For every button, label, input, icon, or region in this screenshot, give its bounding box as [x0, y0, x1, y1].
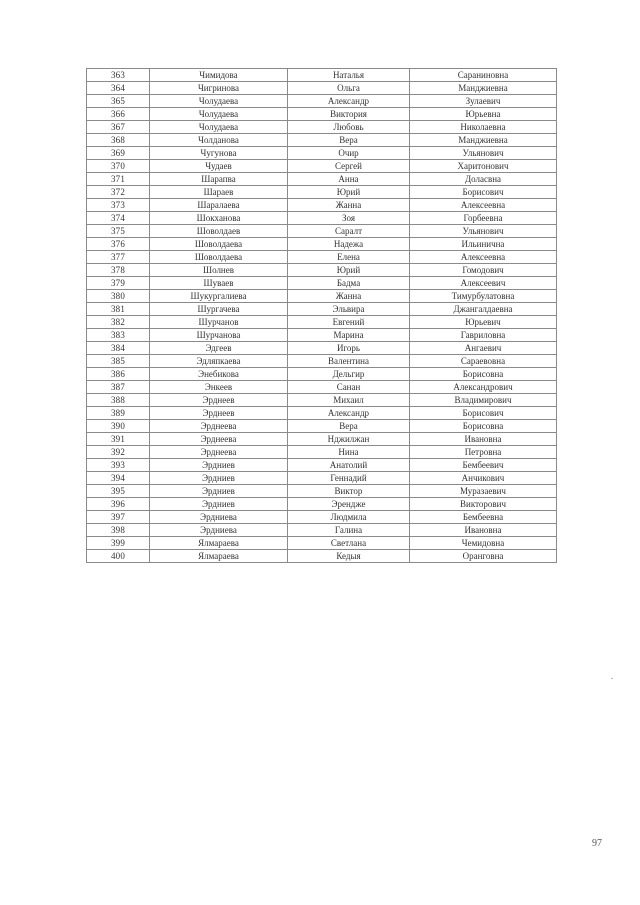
patronymic-cell: Ивановна — [410, 524, 557, 537]
given-name-cell: Кедыя — [288, 550, 410, 563]
table-row — [87, 108, 557, 121]
given-name-cell: Анна — [288, 173, 410, 186]
given-name-cell: Саралт — [288, 225, 410, 238]
given-name-cell: Наталья — [288, 69, 410, 82]
patronymic-cell: Сараниновна — [410, 69, 557, 82]
patronymic-cell: Петровна — [410, 446, 557, 459]
surname-cell: Чугунова — [150, 147, 288, 160]
table-row — [87, 303, 557, 316]
table-row — [87, 95, 557, 108]
surname-cell: Шоволдаева — [150, 251, 288, 264]
surname-cell: Шолнев — [150, 264, 288, 277]
patronymic-cell: Алексеевна — [410, 199, 557, 212]
patronymic-cell: Борисовна — [410, 368, 557, 381]
given-name-cell: Санан — [288, 381, 410, 394]
given-name-cell: Светлана — [288, 537, 410, 550]
given-name-cell: Александр — [288, 407, 410, 420]
surname-cell: Эрднеев — [150, 394, 288, 407]
given-name-cell: Дельгир — [288, 368, 410, 381]
table-row — [87, 316, 557, 329]
table-row — [87, 550, 557, 563]
given-name-cell: Вера — [288, 134, 410, 147]
patronymic-cell: Ивановна — [410, 433, 557, 446]
table-row — [87, 251, 557, 264]
patronymic-cell: Юрьевна — [410, 108, 557, 121]
patronymic-cell: Тимурбулатовна — [410, 290, 557, 303]
row-number-cell: 378 — [87, 264, 150, 277]
table-row — [87, 485, 557, 498]
surname-cell: Ялмараева — [150, 550, 288, 563]
row-number-cell: 400 — [87, 550, 150, 563]
surname-cell: Шуваев — [150, 277, 288, 290]
given-name-cell: Любовь — [288, 121, 410, 134]
surname-cell: Чудаев — [150, 160, 288, 173]
given-name-cell: Юрий — [288, 186, 410, 199]
table-row — [87, 433, 557, 446]
row-number-cell: 391 — [87, 433, 150, 446]
surname-cell: Шурчанов — [150, 316, 288, 329]
given-name-cell: Ольга — [288, 82, 410, 95]
row-number-cell: 374 — [87, 212, 150, 225]
surname-cell: Энебикова — [150, 368, 288, 381]
surname-cell: Чолудаева — [150, 108, 288, 121]
given-name-cell: Игорь — [288, 342, 410, 355]
table-row — [87, 407, 557, 420]
roster-body — [87, 69, 557, 563]
given-name-cell: Сергей — [288, 160, 410, 173]
surname-cell: Шургачева — [150, 303, 288, 316]
row-number-cell: 370 — [87, 160, 150, 173]
surname-cell: Энкеев — [150, 381, 288, 394]
patronymic-cell: Чемидовна — [410, 537, 557, 550]
table-row — [87, 82, 557, 95]
patronymic-cell: Манджиевна — [410, 82, 557, 95]
patronymic-cell: Ульянович — [410, 147, 557, 160]
given-name-cell: Евгений — [288, 316, 410, 329]
row-number-cell: 380 — [87, 290, 150, 303]
patronymic-cell: Джангалдаевна — [410, 303, 557, 316]
row-number-cell: 363 — [87, 69, 150, 82]
patronymic-cell: Анчикович — [410, 472, 557, 485]
surname-cell: Чолданова — [150, 134, 288, 147]
patronymic-cell: Алексеевна — [410, 251, 557, 264]
table-row — [87, 121, 557, 134]
surname-cell: Эрднеев — [150, 407, 288, 420]
row-number-cell: 398 — [87, 524, 150, 537]
table-row — [87, 212, 557, 225]
given-name-cell: Елена — [288, 251, 410, 264]
row-number-cell: 373 — [87, 199, 150, 212]
table-row — [87, 342, 557, 355]
surname-cell: Эрдниева — [150, 524, 288, 537]
patronymic-cell: Оранговна — [410, 550, 557, 563]
table-row — [87, 368, 557, 381]
surname-cell: Ялмараева — [150, 537, 288, 550]
row-number-cell: 364 — [87, 82, 150, 95]
given-name-cell: Жанна — [288, 199, 410, 212]
surname-cell: Шокханова — [150, 212, 288, 225]
row-number-cell: 381 — [87, 303, 150, 316]
surname-cell: Шоволдаева — [150, 238, 288, 251]
given-name-cell: Марина — [288, 329, 410, 342]
row-number-cell: 389 — [87, 407, 150, 420]
patronymic-cell: Бембеевич — [410, 459, 557, 472]
surname-cell: Чолудаева — [150, 95, 288, 108]
patronymic-cell: Харитонович — [410, 160, 557, 173]
given-name-cell: Валентина — [288, 355, 410, 368]
row-number-cell: 367 — [87, 121, 150, 134]
table-row — [87, 264, 557, 277]
table-row — [87, 238, 557, 251]
given-name-cell: Эрендже — [288, 498, 410, 511]
patronymic-cell: Алексеевич — [410, 277, 557, 290]
given-name-cell: Нджилжан — [288, 433, 410, 446]
patronymic-cell: Викторович — [410, 498, 557, 511]
row-number-cell: 366 — [87, 108, 150, 121]
patronymic-cell: Борисович — [410, 186, 557, 199]
row-number-cell: 368 — [87, 134, 150, 147]
patronymic-cell: Николаевна — [410, 121, 557, 134]
row-number-cell: 395 — [87, 485, 150, 498]
table-row — [87, 69, 557, 82]
given-name-cell: Михаил — [288, 394, 410, 407]
table-row — [87, 524, 557, 537]
table-row — [87, 498, 557, 511]
row-number-cell: 372 — [87, 186, 150, 199]
table-row — [87, 420, 557, 433]
patronymic-cell: Юрьевич — [410, 316, 557, 329]
given-name-cell: Юрий — [288, 264, 410, 277]
patronymic-cell: Борисович — [410, 407, 557, 420]
patronymic-cell: Александрович — [410, 381, 557, 394]
table-row — [87, 537, 557, 550]
page-number: 97 — [592, 838, 602, 849]
table-row — [87, 459, 557, 472]
row-number-cell: 365 — [87, 95, 150, 108]
row-number-cell: 390 — [87, 420, 150, 433]
surname-cell: Эрднеева — [150, 420, 288, 433]
patronymic-cell: Бембеевна — [410, 511, 557, 524]
row-number-cell: 394 — [87, 472, 150, 485]
table-row — [87, 446, 557, 459]
row-number-cell: 388 — [87, 394, 150, 407]
row-number-cell: 397 — [87, 511, 150, 524]
given-name-cell: Бадма — [288, 277, 410, 290]
table-row — [87, 225, 557, 238]
surname-cell: Эрдниев — [150, 498, 288, 511]
table-row — [87, 134, 557, 147]
surname-cell: Эрднеева — [150, 446, 288, 459]
row-number-cell: 392 — [87, 446, 150, 459]
table-row — [87, 381, 557, 394]
scan-speck — [611, 678, 613, 679]
row-number-cell: 377 — [87, 251, 150, 264]
given-name-cell: Виктория — [288, 108, 410, 121]
patronymic-cell: Муразаевич — [410, 485, 557, 498]
surname-cell: Чимидова — [150, 69, 288, 82]
given-name-cell: Очир — [288, 147, 410, 160]
surname-cell: Шаралаева — [150, 199, 288, 212]
table-row — [87, 290, 557, 303]
table-row — [87, 277, 557, 290]
surname-cell: Шурчанова — [150, 329, 288, 342]
surname-cell: Шукургалиева — [150, 290, 288, 303]
patronymic-cell: Ильинична — [410, 238, 557, 251]
given-name-cell: Виктор — [288, 485, 410, 498]
given-name-cell: Надежа — [288, 238, 410, 251]
row-number-cell: 387 — [87, 381, 150, 394]
table-row — [87, 186, 557, 199]
given-name-cell: Геннадий — [288, 472, 410, 485]
surname-cell: Эрдниева — [150, 511, 288, 524]
table-row — [87, 173, 557, 186]
given-name-cell: Галина — [288, 524, 410, 537]
surname-cell: Шараев — [150, 186, 288, 199]
row-number-cell: 379 — [87, 277, 150, 290]
patronymic-cell: Гомодович — [410, 264, 557, 277]
patronymic-cell: Горбеевна — [410, 212, 557, 225]
given-name-cell: Жанна — [288, 290, 410, 303]
table-row — [87, 511, 557, 524]
row-number-cell: 386 — [87, 368, 150, 381]
patronymic-cell: Гавриловна — [410, 329, 557, 342]
surname-cell: Шоволдаев — [150, 225, 288, 238]
given-name-cell: Нина — [288, 446, 410, 459]
patronymic-cell: Борисовна — [410, 420, 557, 433]
table-row — [87, 147, 557, 160]
surname-cell: Шарапва — [150, 173, 288, 186]
row-number-cell: 399 — [87, 537, 150, 550]
patronymic-cell: Владимирович — [410, 394, 557, 407]
row-number-cell: 384 — [87, 342, 150, 355]
given-name-cell: Анатолий — [288, 459, 410, 472]
given-name-cell: Зоя — [288, 212, 410, 225]
given-name-cell: Александр — [288, 95, 410, 108]
given-name-cell: Вера — [288, 420, 410, 433]
row-number-cell: 375 — [87, 225, 150, 238]
surname-cell: Эрдниев — [150, 472, 288, 485]
patronymic-cell: Ангаевич — [410, 342, 557, 355]
table-row — [87, 160, 557, 173]
row-number-cell: 382 — [87, 316, 150, 329]
row-number-cell: 396 — [87, 498, 150, 511]
surname-cell: Чолудаева — [150, 121, 288, 134]
surname-cell: Эдгеев — [150, 342, 288, 355]
patronymic-cell: Ульянович — [410, 225, 557, 238]
given-name-cell: Людмила — [288, 511, 410, 524]
surname-cell: Чигринова — [150, 82, 288, 95]
surname-cell: Эрдниев — [150, 485, 288, 498]
table-row — [87, 394, 557, 407]
patronymic-cell: Зулаевич — [410, 95, 557, 108]
table-row — [87, 472, 557, 485]
row-number-cell: 383 — [87, 329, 150, 342]
patronymic-cell: Сараевовна — [410, 355, 557, 368]
row-number-cell: 371 — [87, 173, 150, 186]
table-row — [87, 199, 557, 212]
roster-table — [86, 68, 557, 563]
table-row — [87, 329, 557, 342]
patronymic-cell: Манджиевна — [410, 134, 557, 147]
surname-cell: Эдляпкаева — [150, 355, 288, 368]
row-number-cell: 376 — [87, 238, 150, 251]
surname-cell: Эрднеева — [150, 433, 288, 446]
table-row — [87, 355, 557, 368]
given-name-cell: Эльвира — [288, 303, 410, 316]
patronymic-cell: Доласвна — [410, 173, 557, 186]
row-number-cell: 369 — [87, 147, 150, 160]
surname-cell: Эрдниев — [150, 459, 288, 472]
row-number-cell: 385 — [87, 355, 150, 368]
row-number-cell: 393 — [87, 459, 150, 472]
